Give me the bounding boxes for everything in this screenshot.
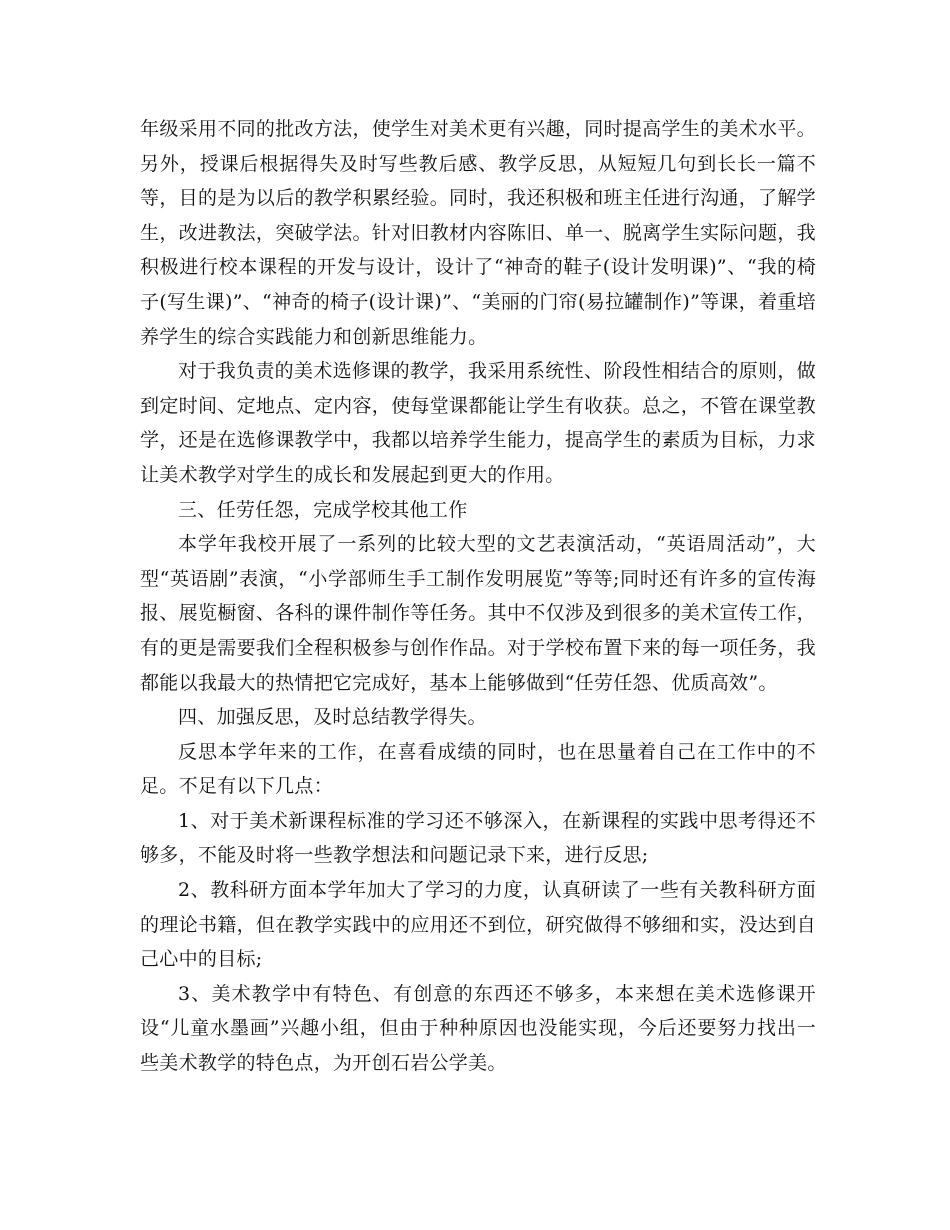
paragraph-4: 本学年我校开展了一系列的比较大型的文艺表演活动，“英语周活动”，大型“英语剧”表演，“小学部师生手工制作发明展览”等等;同时还有许多的宣传海报、展览橱窗、各科的课件制作等任务。其中不仅涉及到很多的美术宣传工作，有的更是需要我们全程积极参与创作作品。对于学校布置下来的每一项任务，我都能以我最大的热情把它完成好，基本上能够做到“任劳任怨、优质高效”。 bbox=[140, 533, 816, 694]
paragraph-2: 对于我负责的美术选修课的教学，我采用系统性、阶段性相结合的原则，做到定时间、定地点、定内容，使每堂课都能让学生有收获。总之，不管在课堂教学，还是在选修课教学中，我都以培养学生能力，提高学生的素质为目标，力求让美术教学对学生的成长和发展起到更大的作用。 bbox=[140, 360, 816, 486]
paragraph-1: 年级采用不同的批改方法，使学生对美术更有兴趣，同时提高学生的美术水平。另外，授课后根据得失及时写些教后感、教学反思，从短短几句到长长一篇不等，目的是为以后的教学积累经验。同时，我还积极和班主任进行沟通，了解学生，改进教法，突破学法。针对旧教材内容陈旧、单一、脱离学生实际问题，我积极进行校本课程的开发与设计，设计了“神奇的鞋子(设计发明课)”、“我的椅子(写生课)”、“神奇的椅子(设计课)”、“美丽的门帘(易拉罐制作)”等课，着重培养学生的综合实践能力和创新思维能力。 bbox=[140, 118, 816, 348]
list-item-3: 3、美术教学中有特色、有创意的东西还不够多，本来想在美术选修课开设“儿童水墨画”兴趣小组，但由于种种原因也没能实现，今后还要努力找出一些美术教学的特色点，为开创石岩公学美。 bbox=[140, 982, 816, 1075]
document-body bbox=[140, 112, 816, 1081]
section-heading-4: 四、加强反思，及时总结教学得失。 bbox=[178, 706, 487, 729]
paragraph-6: 反思本学年来的工作，在喜看成绩的同时，也在思量着自己在工作中的不足。不足有以下几点： bbox=[140, 740, 816, 798]
section-heading-3: 三、任劳任怨，完成学校其他工作 bbox=[178, 498, 468, 521]
list-item-1: 1、对于美术新课程标准的学习还不够深入，在新课程的实践中思考得还不够多，不能及时将一些教学想法和问题记录下来，进行反思; bbox=[140, 809, 816, 867]
list-item-2: 2、教科研方面本学年加大了学习的力度，认真研读了一些有关教科研方面的理论书籍，但在教学实践中的应用还不到位，研究做得不够细和实，没达到自己心中的目标; bbox=[140, 879, 816, 971]
